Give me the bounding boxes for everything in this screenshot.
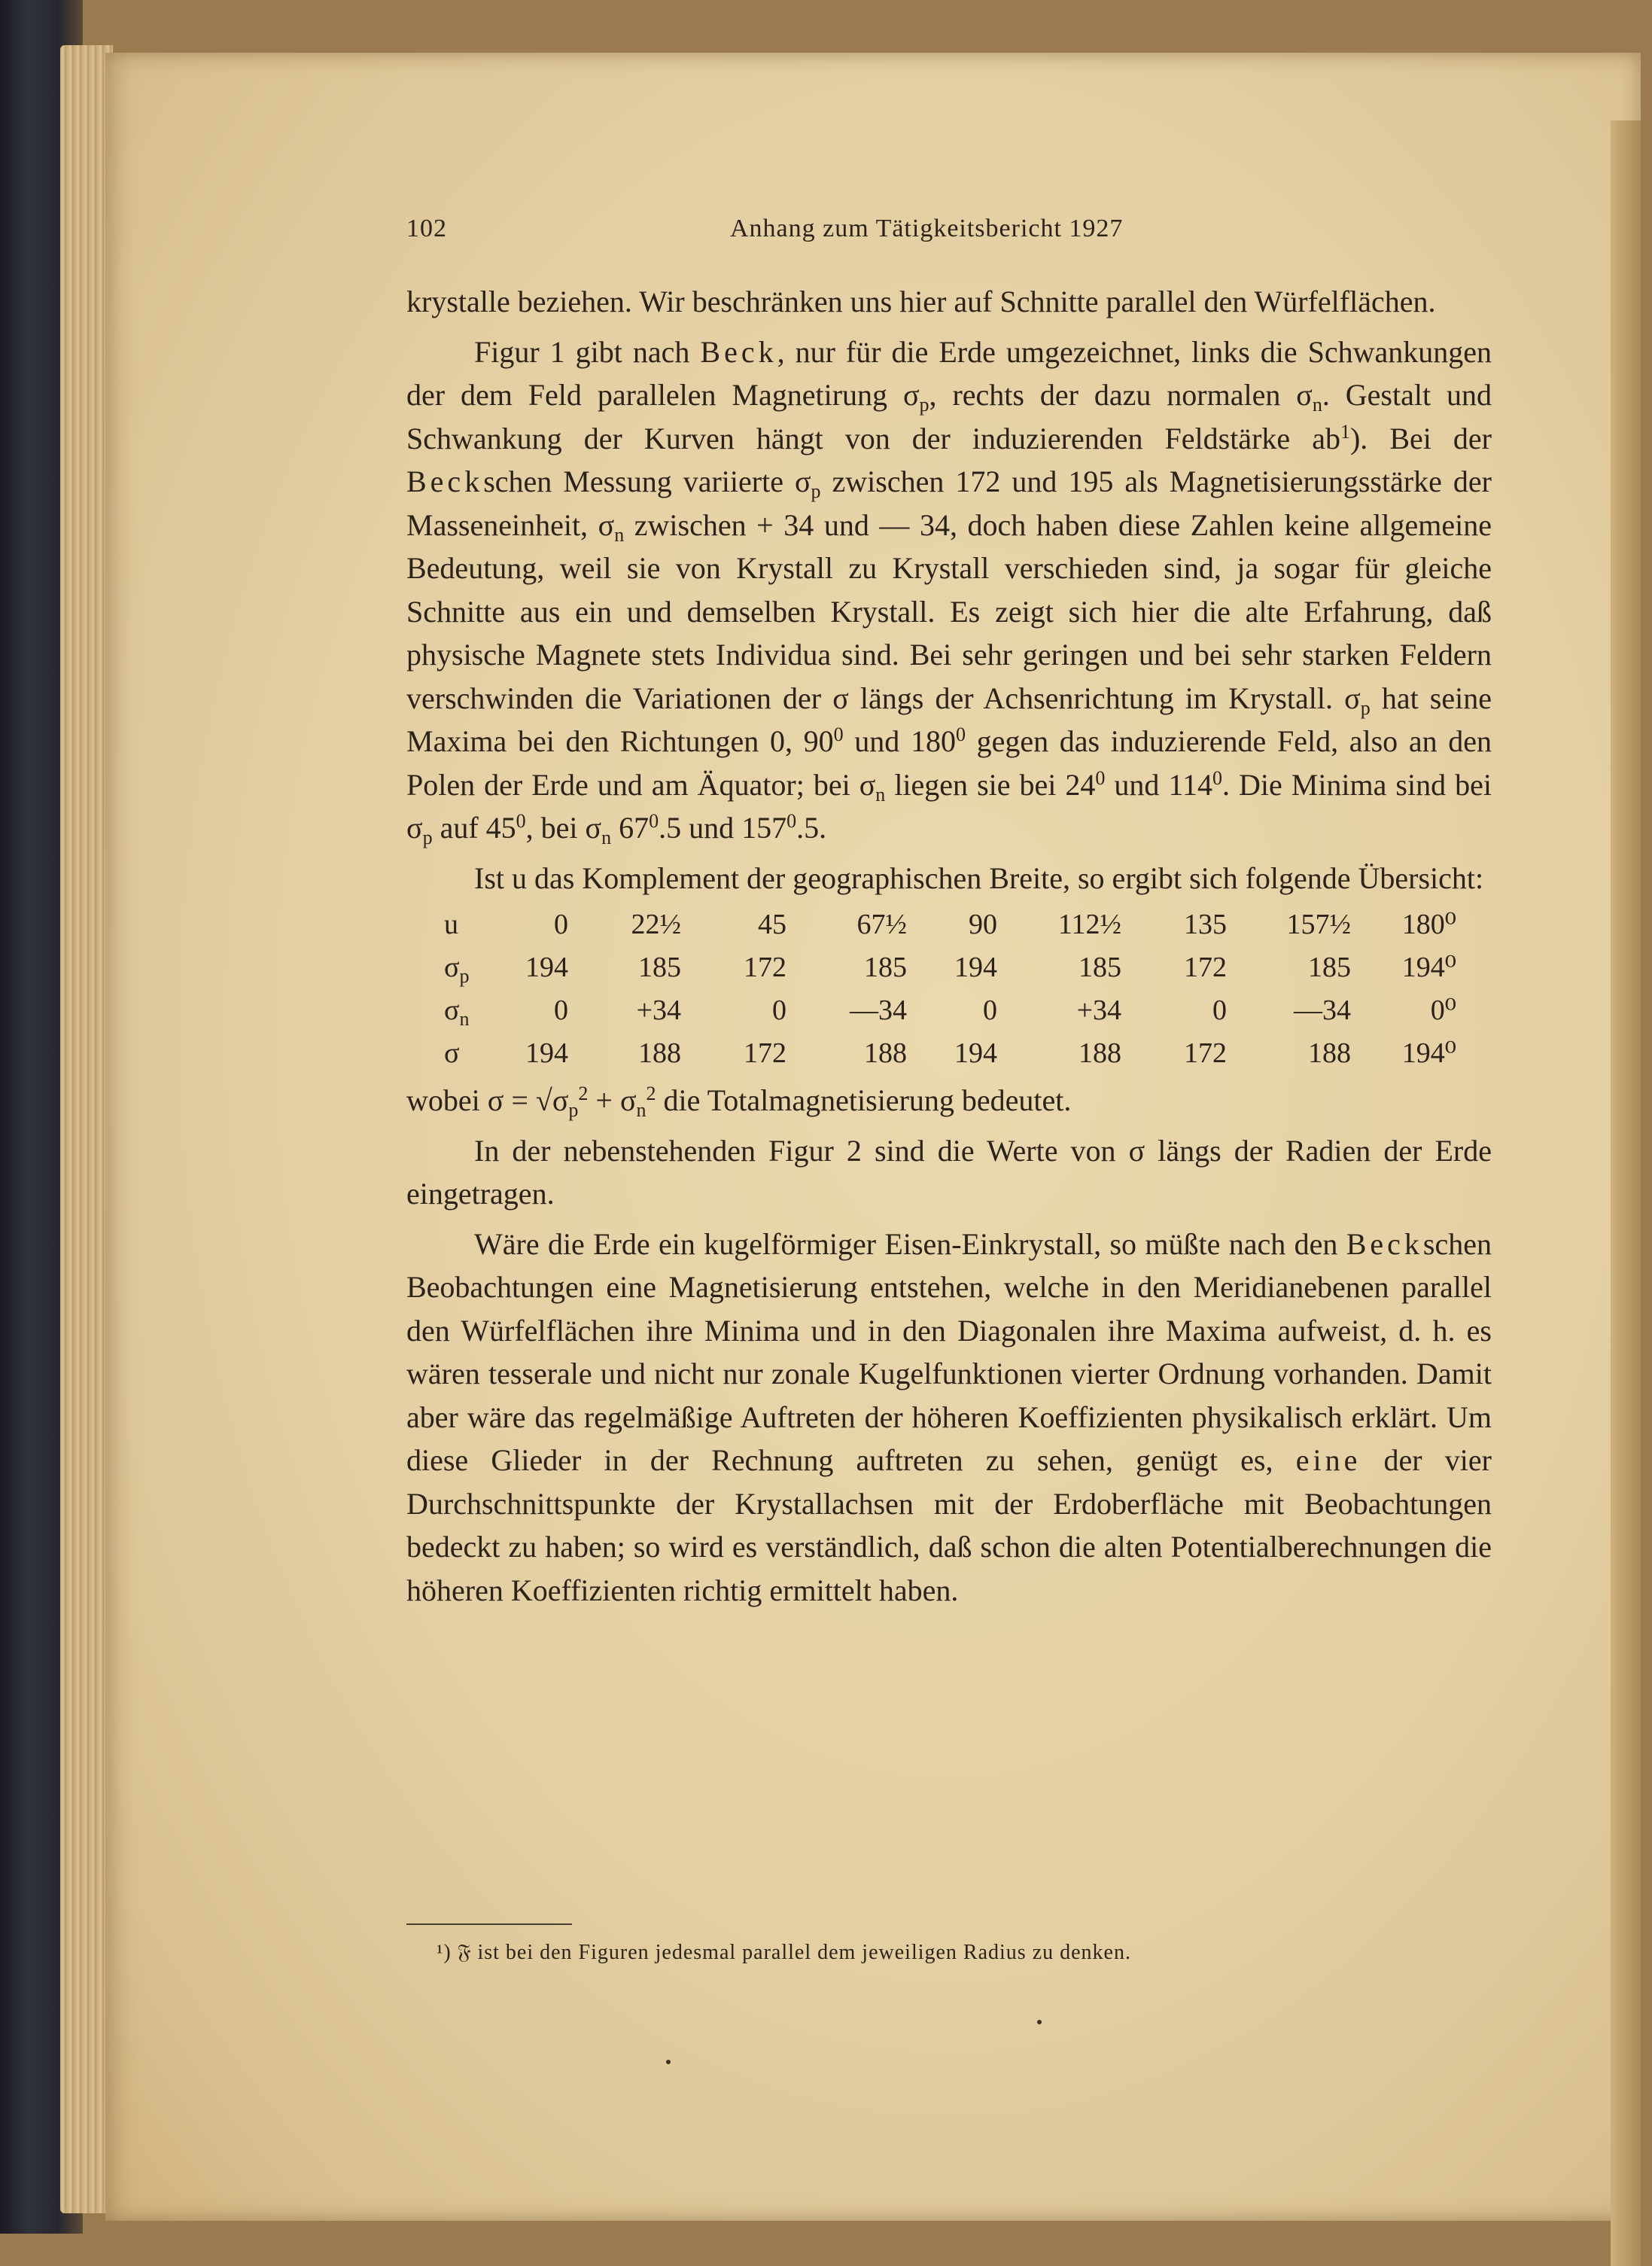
footnote-text: 𝔉 ist bei den Figuren jedesmal parallel dem jeweiligen Radius zu denken. xyxy=(457,1941,1131,1964)
footnote-reference: 1 xyxy=(1340,420,1350,443)
paragraph-2 xyxy=(406,330,1492,850)
ink-speck xyxy=(666,2060,671,2064)
sigma-symbol: σ xyxy=(444,994,460,1026)
table-row xyxy=(444,989,1456,1032)
table-cell: 185 xyxy=(638,952,681,983)
table-cell: 188 xyxy=(638,1037,681,1069)
exponent-2: 2 xyxy=(646,1083,656,1104)
row-label-sigma-p xyxy=(444,946,504,989)
text-run: , bei σ xyxy=(525,811,602,845)
page-number: 102 xyxy=(406,215,447,242)
exponent-2: 2 xyxy=(578,1083,589,1104)
text-run: zwischen + 34 und — 34, doch haben diese Zahlen keine allgemeine Bedeutung, weil sie von Krystall zu Krystall verschieden sind, ja sogar für gleiche Schnitte aus ein und demselben Krystall. Es zeigt sich hier die alte Erfahrung, daß physische Magnete stets Individua sind. Bei sehr geringen und bei sehr starken Feldern verschwinden die Variationen der σ längs der Achsenrichtung im Krystall. σ xyxy=(406,507,1492,715)
subscript-n: n xyxy=(614,523,625,546)
overview-table xyxy=(444,903,1456,1075)
table-cell: 157½ xyxy=(1286,909,1351,940)
text-run: Wäre die Erde ein kugelförmiger Eisen-Einkrystall, so müßte nach den xyxy=(474,1226,1346,1261)
table-cell: 90 xyxy=(969,909,997,940)
table-cell: 0 xyxy=(772,994,786,1026)
text-run: ). Bei der xyxy=(1349,421,1492,455)
table-cell: 185 xyxy=(864,952,907,983)
subscript-n: n xyxy=(636,1099,647,1121)
table-cell: 172 xyxy=(1184,952,1227,983)
table-cell: 194 xyxy=(525,952,568,983)
subscript-n: n xyxy=(459,1008,470,1030)
table-cell: —34 xyxy=(850,994,907,1026)
text-run: zwischen 172 und 195 als Magnetisierungsstärke der Masseneinheit, σ xyxy=(406,464,1492,542)
table-cell: 194 xyxy=(954,1037,997,1069)
footnote-rule xyxy=(406,1923,572,1925)
table-cell: +34 xyxy=(1076,994,1121,1026)
text-run: und 180 xyxy=(843,724,956,758)
table-row xyxy=(444,946,1456,989)
table-row xyxy=(444,903,1456,946)
table-cell: 185 xyxy=(1079,952,1121,983)
running-title: Anhang zum Tätigkeitsbericht 1927 xyxy=(730,215,1124,242)
text-run: , nur für die Erde umgezeichnet, links die Schwankungen der dem Feld parallelen Magnetirung σ xyxy=(406,334,1492,412)
table-cell: 0 xyxy=(554,909,568,940)
author-name: Beck xyxy=(1346,1226,1423,1261)
degree-mark: 0 xyxy=(649,810,659,832)
text-run: und 114 xyxy=(1105,767,1212,802)
page-edge-shadow xyxy=(1611,120,1641,2266)
degree-mark: 0 xyxy=(516,810,526,832)
degree-mark: 0 xyxy=(833,723,844,745)
text-run: + σ xyxy=(588,1083,637,1117)
paragraph-3: Ist u das Komplement der geographischen Breite, so ergibt sich folgende Übersicht: xyxy=(474,860,1484,895)
table-cell: 188 xyxy=(1079,1037,1121,1069)
page-body xyxy=(406,280,1492,1612)
table-cell: 180⁰ xyxy=(1401,909,1456,940)
text-run: der vier Durchschnittspunkte der Krystallachsen mit der Erdoberfläche mit Beobachtungen bedeckt zu haben; so wird es verständlich, daß schon die alten Potentialberechnungen die höheren Koeffizienten richtig ermittelt haben. xyxy=(406,1443,1492,1607)
table-cell: 22½ xyxy=(631,909,681,940)
table-cell: 0⁰ xyxy=(1430,994,1456,1026)
text-run: schen Beobachtungen eine Magnetisierung entstehen, welche in den Meridianebenen parallel den Würfelflächen ihre Minima und in den Diagonalen ihre Maxima aufweist, d. h. es wären tesserale und nicht nur zonale Kugelfunktionen vierter Ordnung vorhanden. Damit aber wäre das regelmäßige Auftreten der höheren Koeffizienten physikalisch erklärt. Um diese Glieder in der Rechnung auftreten zu sehen, genügt es, xyxy=(406,1226,1492,1477)
table-cell: 0 xyxy=(983,994,997,1026)
row-label-sigma-n xyxy=(444,989,504,1032)
footnote xyxy=(437,1941,1490,1965)
paragraph-4: In der nebenstehenden Figur 2 sind die Werte von σ längs der Radien der Erde eingetragen. xyxy=(406,1133,1492,1211)
subscript-n: n xyxy=(1312,394,1322,416)
degree-mark: 0 xyxy=(1095,766,1106,789)
subscript-p: p xyxy=(919,394,929,416)
degree-mark: 0 xyxy=(1212,766,1222,789)
table-cell: 194 xyxy=(954,952,997,983)
table-cell: —34 xyxy=(1294,994,1351,1026)
text-run: . Die Minima sind bei σ xyxy=(406,767,1492,845)
sigma-symbol: σ xyxy=(444,952,460,983)
row-label-sigma: σ xyxy=(444,1037,460,1069)
author-name: Beck xyxy=(406,464,484,498)
table-cell: 194⁰ xyxy=(1401,1037,1456,1069)
row-label-u: u xyxy=(444,909,458,940)
table-cell: 185 xyxy=(1308,952,1351,983)
table-cell: 188 xyxy=(1308,1037,1351,1069)
subscript-p: p xyxy=(422,827,433,848)
table-cell: 112½ xyxy=(1057,909,1121,940)
subscript-p: p xyxy=(811,480,821,502)
table-cell: 172 xyxy=(744,1037,786,1069)
text-run: .5 und 157 xyxy=(659,811,787,845)
table-cell: 194⁰ xyxy=(1401,952,1456,983)
author-name: Beck xyxy=(700,334,777,369)
subscript-p: p xyxy=(1360,696,1371,719)
table-row xyxy=(444,1032,1456,1075)
text-run: schen Messung variierte σ xyxy=(483,464,811,498)
subscript-n: n xyxy=(601,827,612,848)
text-run: wobei σ = √σ xyxy=(406,1083,569,1117)
formula-line xyxy=(406,1079,1492,1122)
subscript-n: n xyxy=(875,783,886,806)
subscript-p: p xyxy=(459,965,470,987)
table-cell: 188 xyxy=(864,1037,907,1069)
text-run: .5. xyxy=(796,811,827,845)
table-cell: 0 xyxy=(554,994,568,1026)
text-run: , rechts der dazu normalen σ xyxy=(929,378,1313,412)
degree-mark: 0 xyxy=(955,723,966,745)
text-run: liegen sie bei 24 xyxy=(885,767,1096,802)
text-run: gegen das induzierende Feld, also an den Polen der Erde und am Äquator; bei σ xyxy=(406,724,1492,802)
emphasis-eine: eine xyxy=(1295,1443,1361,1477)
table-cell: 0 xyxy=(1212,994,1227,1026)
text-run: 67 xyxy=(611,811,650,845)
text-run: . Gestalt und Schwankung der Kurven hängt von der induzierenden Feldstärke ab xyxy=(406,378,1492,455)
text-run: auf 45 xyxy=(432,811,516,845)
table-cell: 67½ xyxy=(856,909,907,940)
table-cell: +34 xyxy=(636,994,681,1026)
footnote-mark: ¹) xyxy=(437,1941,452,1964)
ink-speck xyxy=(1037,2020,1042,2024)
table-cell: 172 xyxy=(744,952,786,983)
text-run: Figur 1 gibt nach xyxy=(474,334,701,369)
subscript-p: p xyxy=(568,1099,579,1121)
text-run: die Totalmagnetisierung bedeutet. xyxy=(656,1083,1072,1117)
table-cell: 194 xyxy=(525,1037,568,1069)
table-cell: 135 xyxy=(1184,909,1227,940)
paragraph-5 xyxy=(406,1223,1492,1613)
text-run: hat seine Maxima bei den Richtungen 0, 90 xyxy=(406,681,1492,758)
paragraph-1: krystalle beziehen. Wir beschränken uns hier auf Schnitte parallel den Würfelflächen. xyxy=(406,285,1436,318)
degree-mark: 0 xyxy=(786,810,797,832)
table-cell: 172 xyxy=(1184,1037,1227,1069)
table-cell: 45 xyxy=(758,909,786,940)
